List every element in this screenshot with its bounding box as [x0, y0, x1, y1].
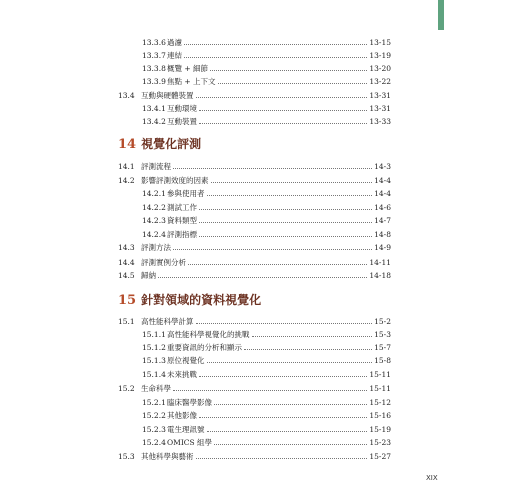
- toc-section-entry[interactable]: [118, 315, 391, 328]
- section-title: 評測實例分析: [141, 258, 186, 267]
- dot-leader: [199, 123, 367, 124]
- page-reference: 15-11: [369, 370, 391, 379]
- page-reference: 15-16: [369, 411, 391, 420]
- section-number: 14.2.2: [142, 203, 166, 212]
- dot-leader: [173, 168, 372, 169]
- section-title: 歸納: [141, 271, 156, 280]
- dot-leader: [199, 222, 372, 223]
- page-reference: 15-19: [369, 425, 391, 434]
- section-title: 概覽 + 細節: [167, 64, 209, 73]
- section-title: 高性能科學計算: [141, 317, 194, 326]
- dot-leader: [207, 431, 367, 432]
- section-number: 15.1: [118, 317, 135, 326]
- section-number: 13.4: [118, 91, 135, 100]
- toc-subsection-entry[interactable]: [142, 228, 391, 241]
- dot-leader: [196, 458, 367, 459]
- dot-leader: [218, 83, 367, 84]
- dot-leader: [196, 97, 367, 98]
- section-number: 15.1.3: [142, 356, 166, 365]
- page-reference: 13-19: [369, 51, 391, 60]
- toc-subsection-entry[interactable]: [142, 214, 391, 227]
- section-number: 14.4: [118, 258, 135, 267]
- toc-subsection-entry[interactable]: [142, 436, 391, 449]
- chapter-number: 14: [118, 137, 137, 152]
- page-reference: 13-31: [369, 104, 391, 113]
- dot-leader: [207, 362, 372, 363]
- section-title: 高性能科學視覺化的挑戰: [167, 330, 250, 339]
- dot-leader: [252, 336, 372, 337]
- dot-leader: [188, 264, 367, 265]
- section-number: 13.3.6: [142, 38, 166, 47]
- chapter-heading: [118, 292, 261, 309]
- section-number: 14.2.4: [142, 230, 166, 239]
- toc-subsection-entry[interactable]: [142, 187, 391, 200]
- section-title: 生命科學: [141, 384, 171, 393]
- toc-subsection-entry[interactable]: [142, 62, 391, 75]
- section-number: 13.3.9: [142, 77, 166, 86]
- section-number: 15.1.2: [142, 343, 166, 352]
- toc-section-entry[interactable]: [118, 256, 391, 269]
- page-reference: 14-18: [369, 271, 391, 280]
- toc-subsection-entry[interactable]: [142, 328, 391, 341]
- page-reference: 14-9: [374, 243, 391, 252]
- page-reference: 15-23: [369, 438, 391, 447]
- page-reference: 15-2: [374, 317, 391, 326]
- section-title: 影響評測效度的因素: [141, 176, 209, 185]
- page-number: XIX: [426, 474, 438, 482]
- toc-section-entry[interactable]: [118, 269, 391, 282]
- section-title: 臨床醫學影像: [167, 398, 212, 407]
- toc-subsection-entry[interactable]: [142, 341, 391, 354]
- toc-subsection-entry[interactable]: [142, 75, 391, 88]
- toc-subsection-entry[interactable]: [142, 36, 391, 49]
- dot-leader: [199, 110, 367, 111]
- section-title: 互動環境: [167, 104, 197, 113]
- toc-subsection-entry[interactable]: [142, 102, 391, 115]
- dot-leader: [214, 444, 367, 445]
- dot-leader: [207, 195, 372, 196]
- toc-subsection-entry[interactable]: [142, 354, 391, 367]
- page-reference: 13-22: [369, 77, 391, 86]
- dot-leader: [199, 417, 367, 418]
- dot-leader: [214, 404, 367, 405]
- section-number: 13.4.1: [142, 104, 166, 113]
- section-number: 15.3: [118, 452, 135, 461]
- page-reference: 14-4: [374, 176, 391, 185]
- section-title: 電生理訊號: [167, 425, 205, 434]
- page-reference: 13-33: [369, 117, 391, 126]
- toc-section-entry[interactable]: [118, 241, 391, 254]
- toc-section-entry[interactable]: [118, 450, 391, 463]
- section-number: 15.1.1: [142, 330, 166, 339]
- section-title: 評測方法: [141, 243, 171, 252]
- section-title: 互動與硬體裝置: [141, 91, 194, 100]
- section-title: 原位視覺化: [167, 356, 205, 365]
- dot-leader: [196, 323, 372, 324]
- section-title: 評測流程: [141, 162, 171, 171]
- toc-subsection-entry[interactable]: [142, 368, 391, 381]
- toc-section-entry[interactable]: [118, 382, 391, 395]
- dot-leader: [210, 70, 367, 71]
- section-number: 15.2.4: [142, 438, 166, 447]
- section-title: 未來挑戰: [167, 370, 197, 379]
- page-reference: 14-6: [374, 203, 391, 212]
- section-title: 連結: [167, 51, 182, 60]
- section-title: 其他影像: [167, 411, 197, 420]
- toc-section-entry[interactable]: [118, 160, 391, 173]
- section-number: 14.1: [118, 162, 135, 171]
- page-reference: 14-7: [374, 216, 391, 225]
- section-title: 測試工作: [167, 203, 197, 212]
- page-reference: 13-15: [369, 38, 391, 47]
- page-reference: 15-12: [369, 398, 391, 407]
- section-number: 15.2: [118, 384, 135, 393]
- page-reference: 14-11: [369, 258, 391, 267]
- section-number: 15.2.2: [142, 411, 166, 420]
- section-title: 焦點 + 上下文: [167, 77, 216, 86]
- toc-section-entry[interactable]: [118, 89, 391, 102]
- section-number: 14.2.3: [142, 216, 166, 225]
- dot-leader: [199, 376, 367, 377]
- dot-leader: [173, 249, 372, 250]
- toc-subsection-entry[interactable]: [142, 115, 391, 128]
- section-number: 13.4.2: [142, 117, 166, 126]
- toc-subsection-entry[interactable]: [142, 49, 391, 62]
- section-number: 14.2: [118, 176, 135, 185]
- page-reference: 14-4: [374, 189, 391, 198]
- dot-leader: [173, 390, 367, 391]
- section-title: 評測指標: [167, 230, 197, 239]
- page-reference: 15-3: [374, 330, 391, 339]
- section-number: 13.3.8: [142, 64, 166, 73]
- page-reference: 15-27: [369, 452, 391, 461]
- page-reference: 15-7: [374, 343, 391, 352]
- section-title: OMICS 組學: [167, 438, 213, 447]
- dot-leader: [184, 44, 367, 45]
- dot-leader: [244, 349, 372, 350]
- section-number: 15.2.3: [142, 425, 166, 434]
- toc-section-entry[interactable]: [118, 174, 391, 187]
- section-title: 互動裝置: [167, 117, 197, 126]
- page-reference: 14-3: [374, 162, 391, 171]
- chapter-title: 視覺化評測: [141, 137, 202, 151]
- toc-subsection-entry[interactable]: [142, 423, 391, 436]
- section-title: 過濾: [167, 38, 182, 47]
- section-title: 參與使用者: [167, 189, 205, 198]
- page-reference: 13-31: [369, 91, 391, 100]
- dot-leader: [184, 57, 367, 58]
- section-number: 15.1.4: [142, 370, 166, 379]
- toc-subsection-entry[interactable]: [142, 201, 391, 214]
- chapter-number: 15: [118, 293, 137, 308]
- section-title: 資料類型: [167, 216, 197, 225]
- dot-leader: [211, 182, 372, 183]
- page-reference: 15-8: [374, 356, 391, 365]
- section-number: 14.2.1: [142, 189, 166, 198]
- chapter-tab-marker: [438, 0, 444, 30]
- page-reference: 14-8: [374, 230, 391, 239]
- page-reference: 15-11: [369, 384, 391, 393]
- section-title: 其他科學與藝術: [141, 452, 194, 461]
- section-number: 13.3.7: [142, 51, 166, 60]
- section-number: 15.2.1: [142, 398, 166, 407]
- dot-leader: [199, 236, 372, 237]
- section-title: 重要資訊的分析和顯示: [167, 343, 242, 352]
- page-reference: 13-20: [369, 64, 391, 73]
- toc-subsection-entry[interactable]: [142, 396, 391, 409]
- dot-leader: [199, 209, 372, 210]
- chapter-heading: [118, 136, 201, 153]
- chapter-title: 針對領域的資料視覺化: [141, 293, 262, 307]
- section-number: 14.5: [118, 271, 135, 280]
- dot-leader: [158, 277, 367, 278]
- section-number: 14.3: [118, 243, 135, 252]
- toc-subsection-entry[interactable]: [142, 409, 391, 422]
